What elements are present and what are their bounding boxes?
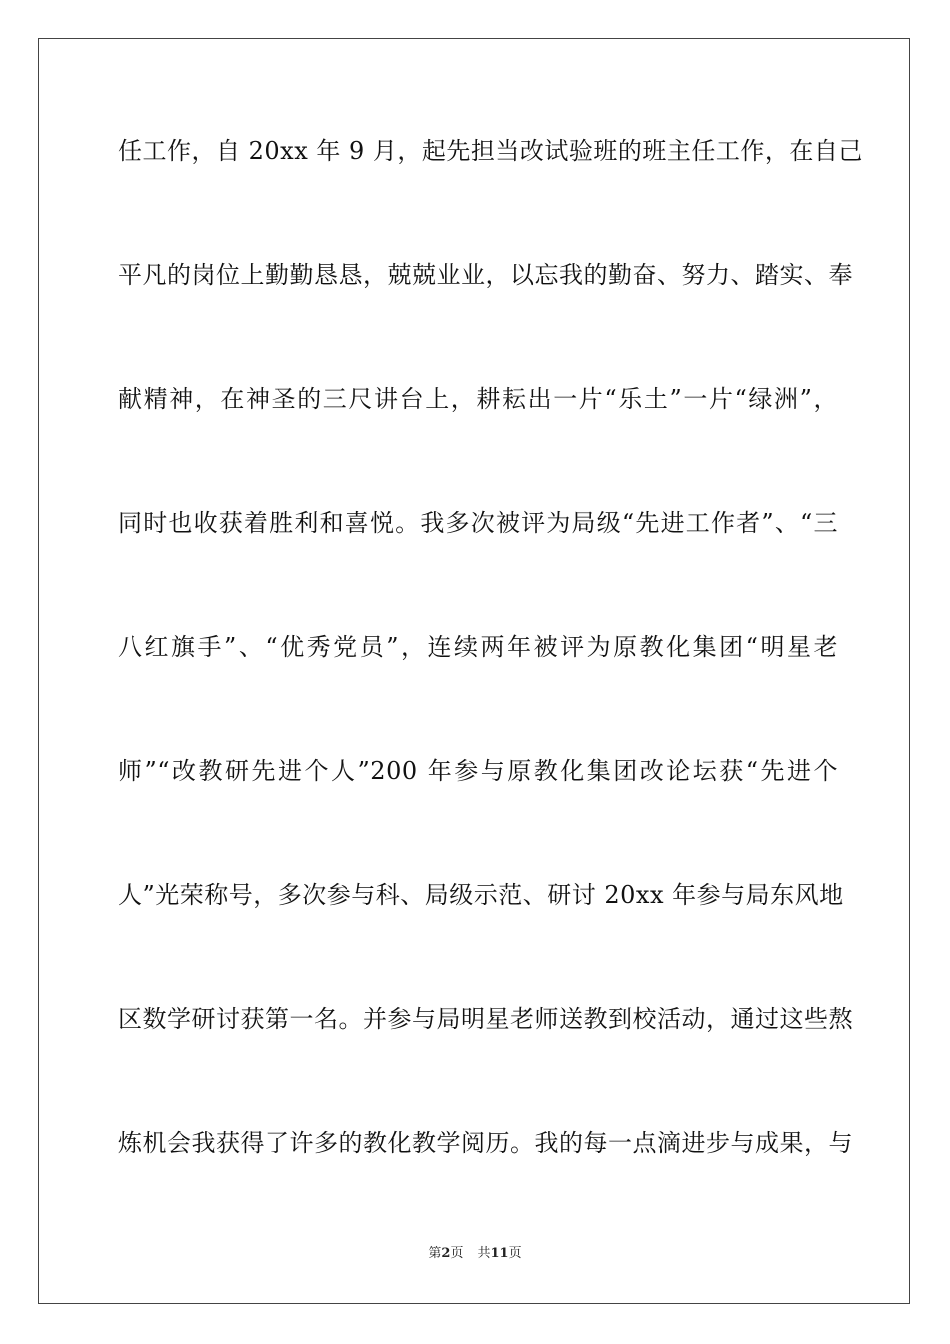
paragraph-line: 炼机会我获得了许多的教化教学阅历。我的每一点滴进步与成果，与 [118,1129,853,1157]
page-footer [0,1245,950,1263]
paragraph-line: 任工作，自 20xx 年 9 月，起先担当改试验班的班主任工作，在自己 [118,137,863,165]
paragraph-line: 师”“改教研先进个人”200 年参与原教化集团改论坛获“先进个 [118,757,838,785]
paragraph-line: 同时也收获着胜利和喜悦。我多次被评为局级“先进工作者”、“三 [118,509,838,537]
paragraph-line: 平凡的岗位上勤勤恳恳，兢兢业业，以忘我的勤奋、努力、踏实、奉 [118,261,853,289]
total-pages-number: 11 [490,1246,509,1261]
paragraph-line: 区数学研讨获第一名。并参与局明星老师送教到校活动，通过这些熬 [118,1005,853,1033]
total-suffix: 页 [508,1246,522,1261]
page-prefix: 第 [428,1246,442,1261]
page-indicator [428,1246,463,1261]
paragraph-line: 八红旗手”、“优秀党员”，连续两年被评为原教化集团“明星老 [118,633,838,661]
total-prefix: 共 [477,1246,491,1261]
page-suffix: 页 [450,1246,464,1261]
page-border [38,38,910,1304]
page-number: 2 [441,1246,451,1261]
paragraph-line: 献精神，在神圣的三尺讲台上，耕耘出一片“乐土”一片“绿洲”， [118,385,838,413]
paragraph-line: 人”光荣称号，多次参与科、局级示范、研讨 20xx 年参与局东风地 [118,881,844,909]
total-pages-indicator [477,1246,521,1261]
